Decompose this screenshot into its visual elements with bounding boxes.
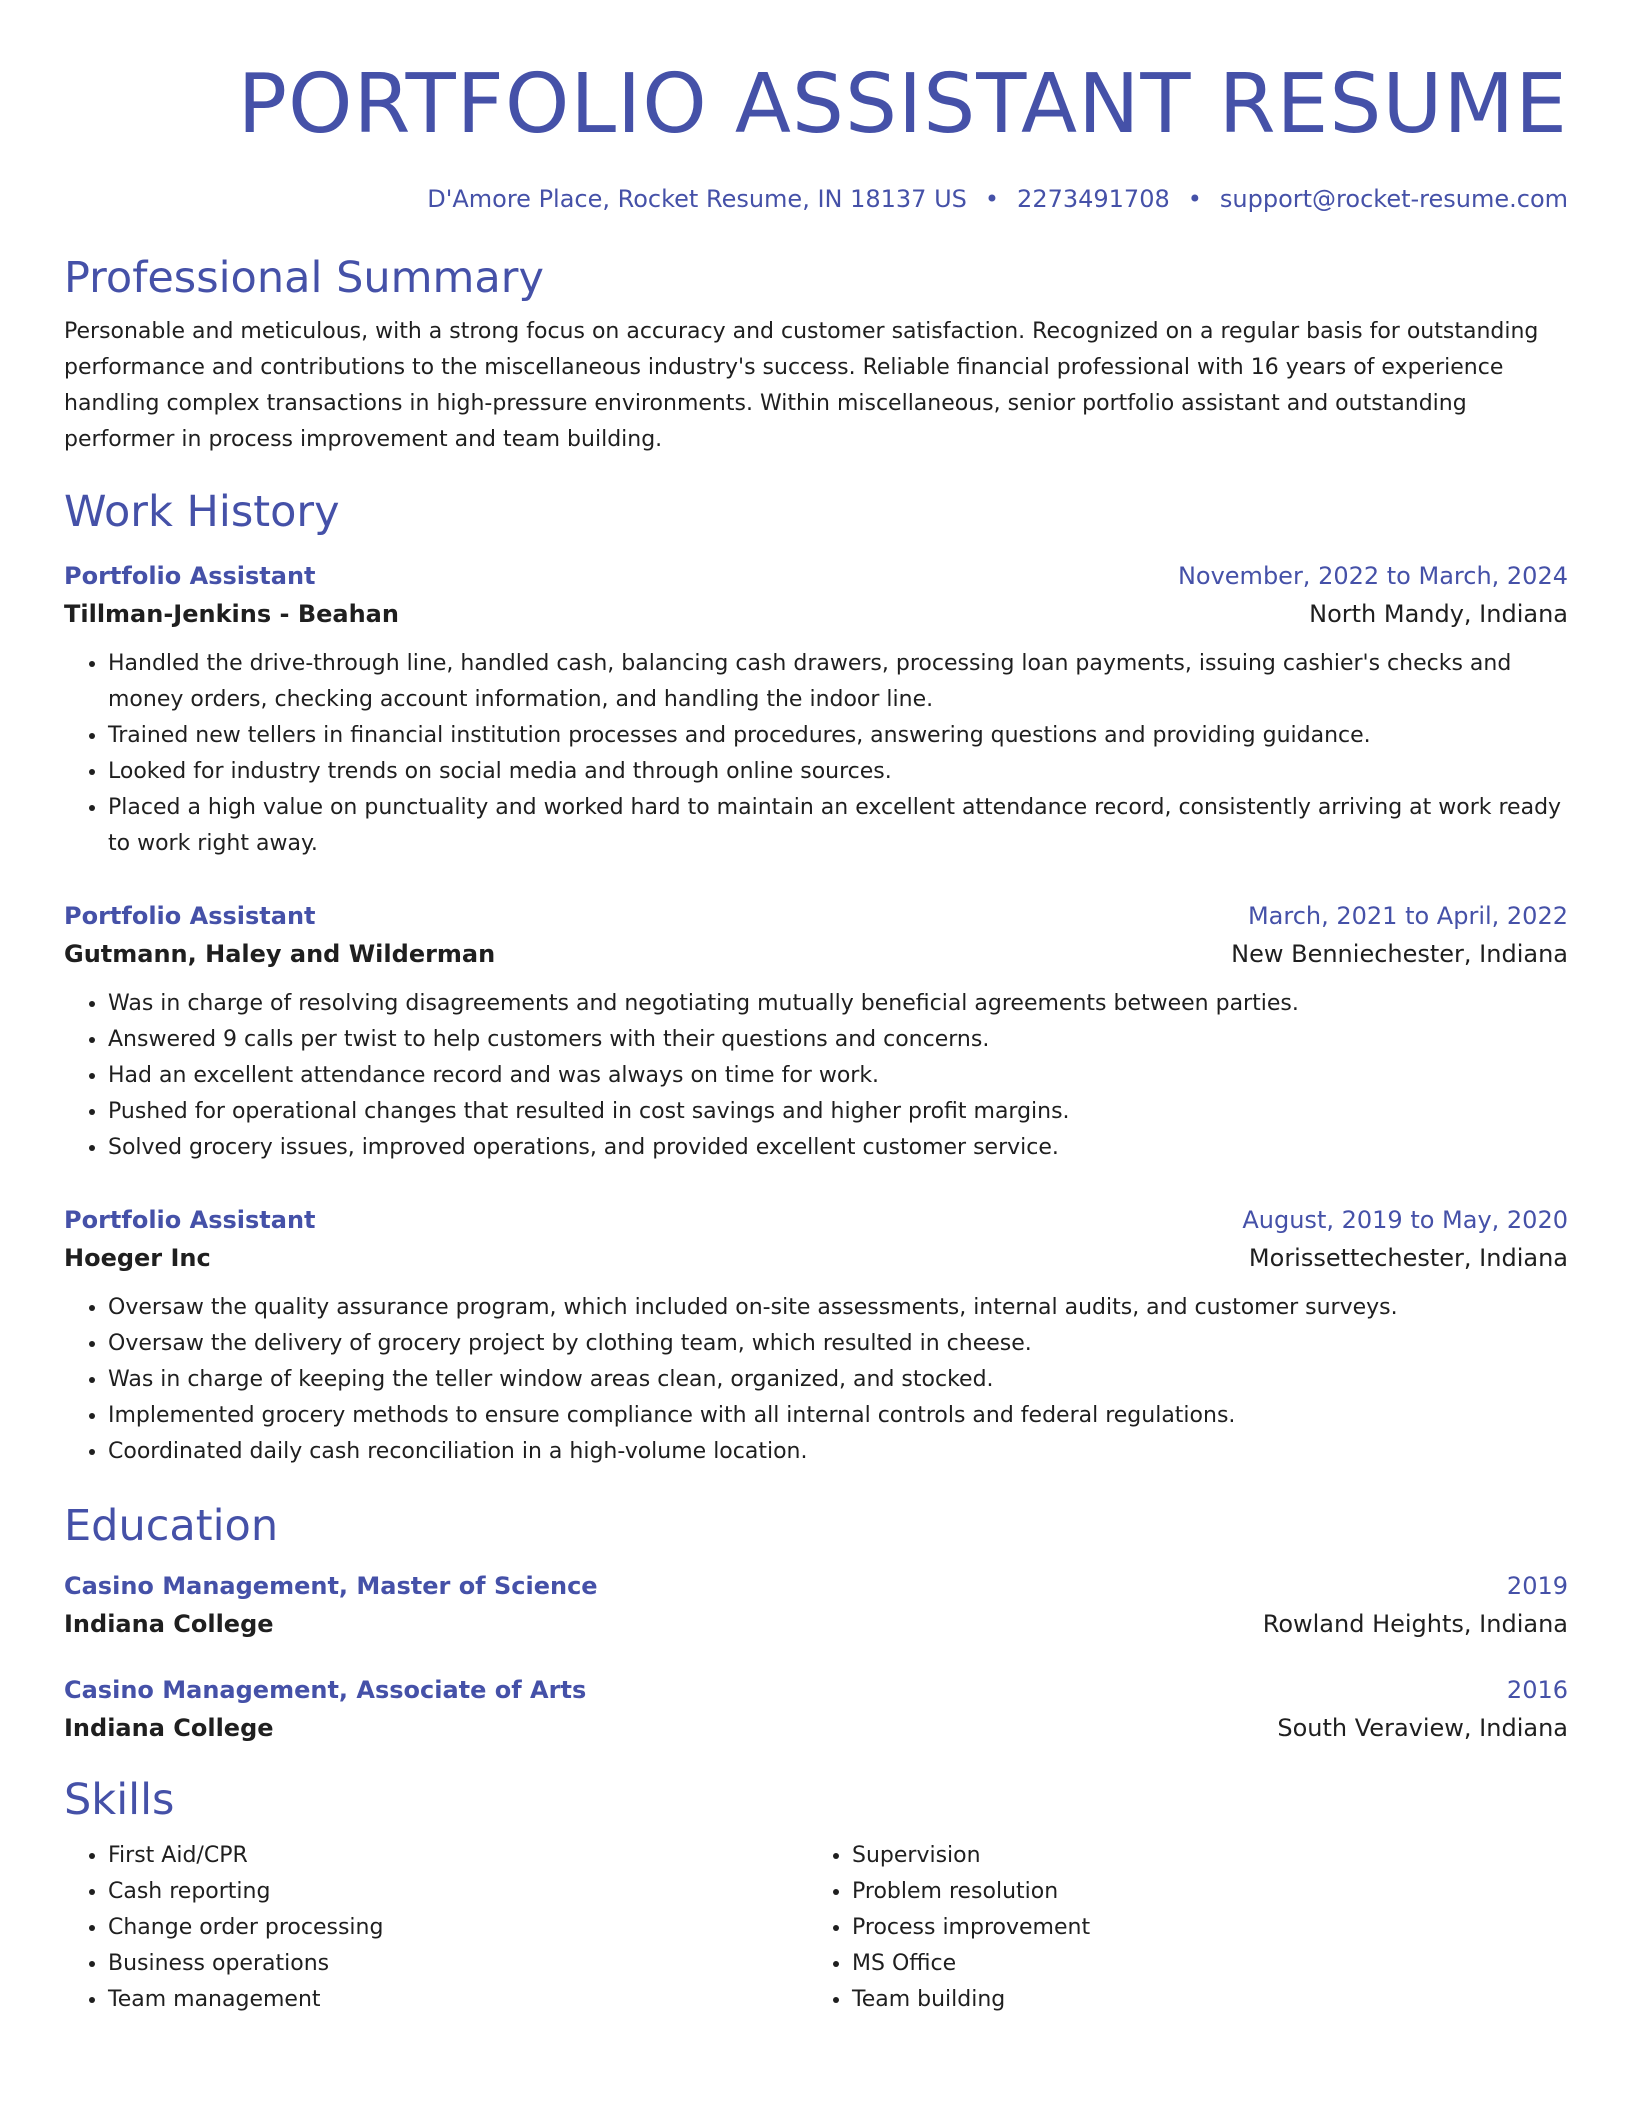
skill-item: • Business operations bbox=[108, 1946, 808, 1982]
job-dates: August, 2019 to May, 2020 bbox=[1242, 1206, 1568, 1234]
skills-list-right bbox=[808, 1838, 1552, 2018]
job-bullet: • Was in charge of resolving disagreements and negotiating mutually beneficial agreements between parties. bbox=[108, 986, 1568, 1022]
contact-separator: • bbox=[984, 185, 1000, 213]
contact-phone: 2273491708 bbox=[1017, 185, 1170, 213]
skill-item: • Cash reporting bbox=[108, 1874, 808, 1910]
job-bullet: • Placed a high value on punctuality and worked hard to maintain an excellent attendance record, consistently arriving at work ready to work right away. bbox=[108, 790, 1568, 862]
job-company-row bbox=[64, 594, 1568, 634]
job-header-row bbox=[64, 1202, 1568, 1238]
skills-list-left bbox=[64, 1838, 808, 2018]
skill-item: • MS Office bbox=[852, 1946, 1552, 1982]
education-entry bbox=[64, 1672, 1568, 1748]
job-bullet: • Handled the drive-through line, handled cash, balancing cash drawers, processing loan payments, issuing cashier's checks and money orders, checking account information, and handling the indoor line. bbox=[108, 646, 1568, 718]
job-bullets bbox=[64, 986, 1568, 1166]
skill-item: • Team management bbox=[108, 1982, 808, 2018]
education-heading: Education bbox=[64, 1501, 279, 1551]
education-school: Indiana College bbox=[64, 1610, 274, 1638]
skill-item: • Change order processing bbox=[108, 1910, 808, 1946]
education-degree: Casino Management, Associate of Arts bbox=[64, 1676, 587, 1704]
job-role: Portfolio Assistant bbox=[64, 902, 316, 930]
job-location: Morissettechester, Indiana bbox=[1248, 1244, 1568, 1272]
education-entry bbox=[64, 1568, 1568, 1644]
job-role: Portfolio Assistant bbox=[64, 562, 316, 590]
education-year: 2019 bbox=[1506, 1572, 1568, 1600]
education-location: South Veraview, Indiana bbox=[1277, 1714, 1568, 1742]
job-bullet: • Answered 9 calls per twist to help customers with their questions and concerns. bbox=[108, 1022, 1568, 1058]
education-year: 2016 bbox=[1506, 1676, 1568, 1704]
skill-item: • First Aid/CPR bbox=[108, 1838, 808, 1874]
skill-item: • Supervision bbox=[852, 1838, 1552, 1874]
skills-columns bbox=[64, 1838, 1568, 2018]
job-bullet: • Solved grocery issues, improved operations, and provided excellent customer service. bbox=[108, 1130, 1568, 1166]
education-school-row bbox=[64, 1708, 1568, 1748]
education-school: Indiana College bbox=[64, 1714, 274, 1742]
job-bullet: • Had an excellent attendance record and was always on time for work. bbox=[108, 1058, 1568, 1094]
contact-email[interactable]: support@rocket-resume.com bbox=[1219, 185, 1568, 213]
work-history-heading: Work History bbox=[64, 487, 340, 537]
job-bullet: • Looked for industry trends on social media and through online sources. bbox=[108, 754, 1568, 790]
summary-heading: Professional Summary bbox=[64, 253, 544, 303]
job-company: Tillman-Jenkins - Beahan bbox=[64, 600, 399, 628]
contact-line bbox=[64, 182, 1568, 216]
education-header-row bbox=[64, 1672, 1568, 1708]
job-bullet: • Oversaw the quality assurance program, which included on-site assessments, internal audits, and customer surveys. bbox=[108, 1290, 1568, 1326]
job-location: New Benniechester, Indiana bbox=[1231, 940, 1568, 968]
job-company-row bbox=[64, 1238, 1568, 1278]
job-bullet: • Pushed for operational changes that resulted in cost savings and higher profit margins. bbox=[108, 1094, 1568, 1130]
education-header-row bbox=[64, 1568, 1568, 1604]
education-location: Rowland Heights, Indiana bbox=[1262, 1610, 1568, 1638]
job-location: North Mandy, Indiana bbox=[1309, 600, 1568, 628]
job-bullet: • Implemented grocery methods to ensure compliance with all internal controls and federal regulations. bbox=[108, 1398, 1568, 1434]
job-header-row bbox=[64, 558, 1568, 594]
job-role: Portfolio Assistant bbox=[64, 1206, 316, 1234]
job-bullet: • Oversaw the delivery of grocery project by clothing team, which resulted in cheese. bbox=[108, 1326, 1568, 1362]
job-entry bbox=[64, 898, 1568, 1166]
education-school-row bbox=[64, 1604, 1568, 1644]
job-dates: March, 2021 to April, 2022 bbox=[1247, 902, 1568, 930]
job-bullets bbox=[64, 646, 1568, 862]
job-company-row bbox=[64, 934, 1568, 974]
skill-item: • Problem resolution bbox=[852, 1874, 1552, 1910]
job-bullet: • Trained new tellers in financial institution processes and procedures, answering questions and providing guidance. bbox=[108, 718, 1568, 754]
job-entry bbox=[64, 1202, 1568, 1470]
skill-item: • Process improvement bbox=[852, 1910, 1552, 1946]
skill-item: • Team building bbox=[852, 1982, 1552, 2018]
summary-text: Personable and meticulous, with a strong focus on accuracy and customer satisfaction. Recognized on a regular basis for outstanding performance and contributions to the miscellaneous industry's success. Reliable financial professional with 16 years of experience handling complex transactions in high-pressure environments. Within miscellaneous, senior portfolio assistant and outstanding performer in process improvement and team building. bbox=[64, 319, 1539, 452]
job-bullets bbox=[64, 1290, 1568, 1470]
job-company: Hoeger Inc bbox=[64, 1244, 211, 1272]
job-bullet: • Was in charge of keeping the teller window areas clean, organized, and stocked. bbox=[108, 1362, 1568, 1398]
contact-separator: • bbox=[1187, 185, 1202, 213]
job-company: Gutmann, Haley and Wilderman bbox=[64, 940, 496, 968]
education-degree: Casino Management, Master of Science bbox=[64, 1572, 598, 1600]
contact-address: D'Amore Place, Rocket Resume, IN 18137 US bbox=[427, 185, 967, 213]
job-dates: November, 2022 to March, 2024 bbox=[1177, 562, 1568, 590]
skills-heading: Skills bbox=[64, 1775, 175, 1825]
job-bullet: • Coordinated daily cash reconciliation in a high-volume location. bbox=[108, 1434, 1568, 1470]
job-header-row bbox=[64, 898, 1568, 934]
resume-title: PORTFOLIO ASSISTANT RESUME bbox=[237, 57, 1568, 152]
job-entry bbox=[64, 558, 1568, 862]
